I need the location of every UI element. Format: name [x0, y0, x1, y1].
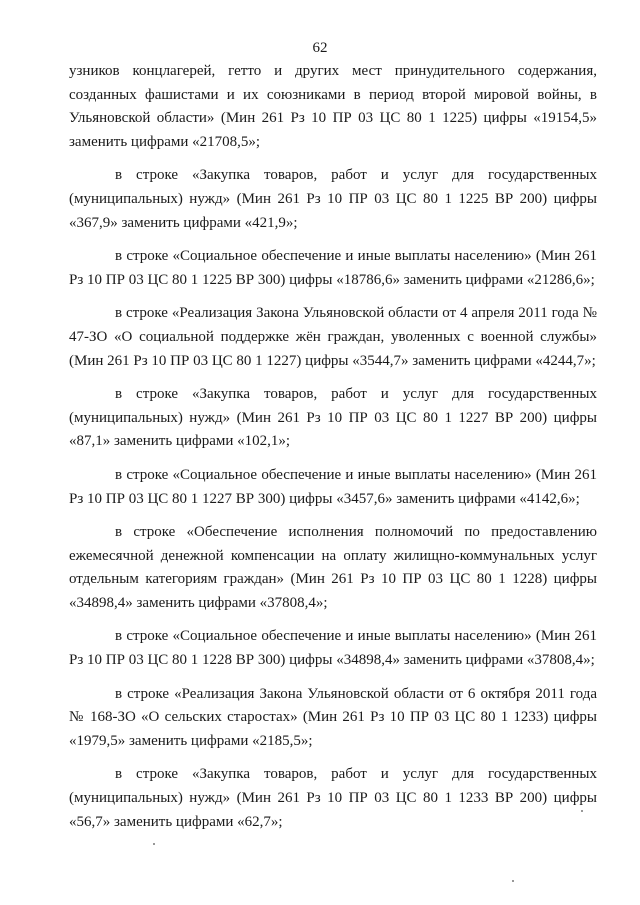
paragraph-continued: узников концлагерей, гетто и других мест принудительного содержания, созданных фашистами и их союзниками в период второй мировой войны, в Ульяновской области» (Мин 261 Рз 10 ПР 03 ЦС 80 1 1225) цифры «19154,5» заменить цифрами «21708,5»;	[69, 63, 597, 150]
paragraph-amendment: в строке «Социальное обеспечение и иные выплаты населению» (Мин 261 Рз 10 ПР 03 ЦС 80 1 1228 ВР 300) цифры «34898,4» заменить цифрами «37808,4»;	[69, 628, 597, 669]
paragraph-amendment: в строке «Закупка товаров, работ и услуг для государственных (муниципальных) нужд» (Мин 261 Рз 10 ПР 03 ЦС 80 1 1227 ВР 200) цифры «87,1» заменить цифрами «102,1»;	[69, 386, 597, 450]
scan-speck	[581, 810, 583, 812]
paragraph-amendment: в строке «Закупка товаров, работ и услуг для государственных (муниципальных) нужд» (Мин 261 Рз 10 ПР 03 ЦС 80 1 1233 ВР 200) цифры «56,7» заменить цифрами «62,7»;	[69, 766, 597, 830]
paragraph-amendment: в строке «Социальное обеспечение и иные выплаты населению» (Мин 261 Рз 10 ПР 03 ЦС 80 1 1227 ВР 300) цифры «3457,6» заменить цифрами «4142,6»;	[69, 466, 597, 507]
page-number: 62	[312, 40, 328, 56]
paragraph-amendment: в строке «Социальное обеспечение и иные выплаты населению» (Мин 261 Рз 10 ПР 03 ЦС 80 1 1225 ВР 300) цифры «18786,6» заменить цифрами «21286,6»;	[69, 248, 597, 288]
paragraph-amendment: в строке «Закупка товаров, работ и услуг для государственных (муниципальных) нужд» (Мин 261 Рз 10 ПР 03 ЦС 80 1 1225 ВР 200) цифры «367,9» заменить цифрами «421,9»;	[69, 167, 597, 231]
document-body	[69, 60, 597, 844]
paragraph-amendment: в строке «Обеспечение исполнения полномочий по предоставлению ежемесячной денежной компенсации на оплату жилищно-коммунальных услуг отдельным категориям граждан» (Мин 261 Рз 10 ПР 03 ЦС 80 1 1228) цифры «34898,4» заменить цифрами «37808,4»;	[69, 524, 597, 611]
paragraph-amendment: в строке «Реализация Закона Ульяновской области от 4 апреля 2011 года № 47-ЗО «О социальной поддержке жён граждан, уволенных с военной службы» (Мин 261 Рз 10 ПР 03 ЦС 80 1 1227) цифры «3544,7» заменить цифрами «4244,7»;	[69, 305, 597, 369]
scan-speck	[512, 880, 514, 882]
paragraph-amendment: в строке «Реализация Закона Ульяновской области от 6 октября 2011 года № 168-ЗО «О сельских старостах» (Мин 261 Рз 10 ПР 03 ЦС 80 1 1233) цифры «1979,5» заменить цифрами «2185,5»;	[69, 685, 597, 749]
scan-speck	[153, 843, 155, 845]
